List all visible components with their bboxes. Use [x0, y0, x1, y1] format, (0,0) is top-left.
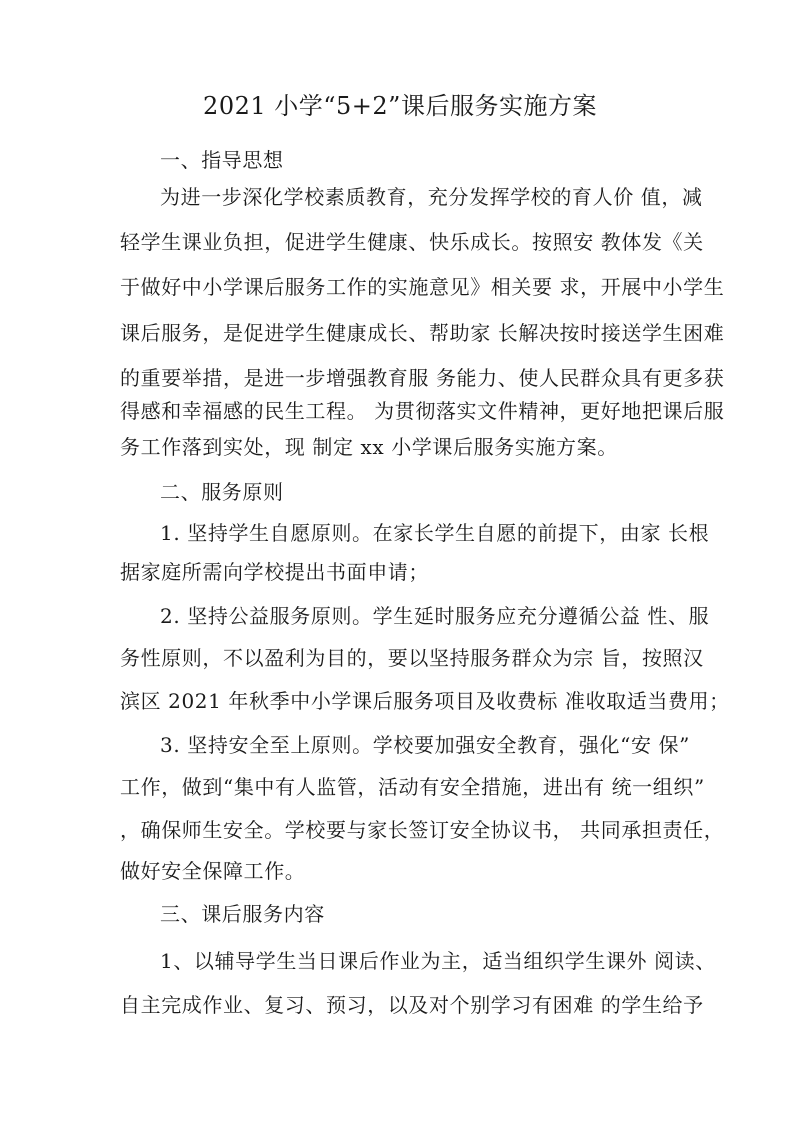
section-heading-service-principles: 二、服务原则	[160, 480, 284, 504]
paragraph-line: 1、以辅导学生当日课后作业为主，适当组织学生课外 阅读、	[160, 949, 716, 973]
paragraph-line: 课后服务，是促进学生健康成长、帮助家 长解决按时接送学生困难	[120, 321, 725, 345]
paragraph-line: ，确保师生安全。学校要与家长签订安全协议书， 共同承担责任，	[120, 818, 725, 842]
paragraph-line: 自主完成作业、复习、预习，以及对个别学习有困难 的学生给予	[120, 993, 704, 1017]
paragraph-line: 于做好中小学课后服务工作的实施意见》相关要 求，开展中小学生	[120, 275, 725, 299]
paragraph-line: 务性原则，不以盈利为目的，要以坚持服务群众为宗 旨，按照汉	[120, 646, 704, 670]
paragraph-line: 的重要举措，是进一步增强教育服 务能力、使人民群众具有更多获	[120, 366, 725, 390]
paragraph-line: 工作，做到“集中有人监管，活动有安全措施，进出有 统一组织”	[120, 775, 705, 799]
paragraph-line: 据家庭所需向学校提出书面申请；	[120, 560, 429, 584]
document-title: 2021 小学“5+2”课后服务实施方案	[203, 92, 597, 120]
section-heading-guiding-thought: 一、指导思想	[160, 148, 284, 172]
paragraph-line: 得感和幸福感的民生工程。 为贯彻落实文件精神，更好地把课后服	[120, 399, 725, 423]
paragraph-line: 务工作落到实处，现 制定 xx 小学课后服务实施方案。	[120, 435, 618, 459]
paragraph-line: 2. 坚持公益服务原则。学生延时服务应充分遵循公益 性、服	[160, 604, 710, 628]
paragraph-line: 做好安全保障工作。	[120, 859, 306, 883]
paragraph-line: 轻学生课业负担，促进学生健康、快乐成长。按照安 教体发《关	[120, 230, 704, 254]
paragraph-line: 滨区 2021 年秋季中小学课后服务项目及收费标 准收取适当费用；	[120, 689, 730, 713]
paragraph-line: 1. 坚持学生自愿原则。在家长学生自愿的前提下，由家 长根	[160, 521, 710, 545]
paragraph-line: 为进一步深化学校素质教育，充分发挥学校的育人价 值，减	[160, 185, 703, 209]
section-heading-service-content: 三、课后服务内容	[160, 902, 325, 926]
paragraph-line: 3. 坚持安全至上原则。学校要加强安全教育，强化“安 保”	[160, 733, 690, 757]
